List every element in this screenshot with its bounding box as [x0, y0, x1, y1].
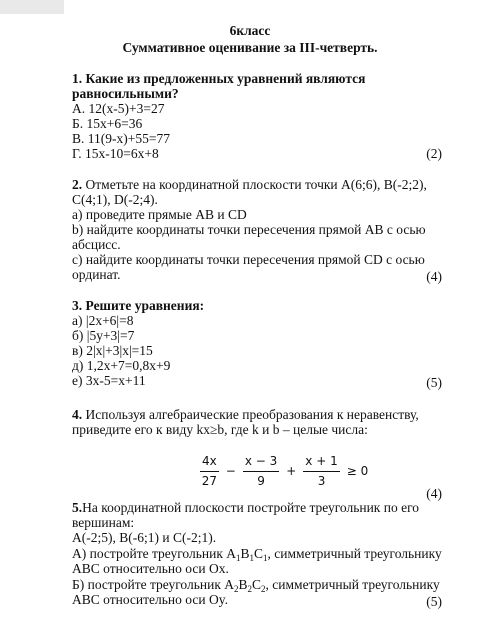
q5-line-1: [72, 500, 419, 516]
grade-heading: 6класс: [229, 23, 271, 38]
q5-l6-sub-1: 2: [234, 584, 239, 594]
q5-l4-sub-3: 1: [263, 553, 268, 563]
fraction-2-denominator: 9: [257, 473, 265, 488]
q4-number: 4.: [72, 407, 83, 422]
q2-line-3: а) проведите прямые AB и CD: [72, 207, 247, 222]
fraction-2-numerator: x − 3: [243, 454, 279, 472]
q5-text-1: На координатной плоскости постройте треугольник по его: [82, 500, 420, 515]
q5-l6-part-a: Б) постройте треугольник A: [72, 577, 234, 592]
q4-points: (4): [426, 486, 442, 501]
q4-inequality: [197, 451, 372, 491]
q5-l4-part-c: C: [254, 546, 264, 561]
q5-line-3: A(-2;5), B(-6;1) и C(-2;1).: [72, 530, 217, 545]
plus-sign: +: [286, 464, 297, 478]
q5-l6-part-d: , симметричный треугольнику: [265, 577, 440, 592]
q5-line-5: ABC относительно оси Ox.: [72, 561, 229, 576]
q1-title: 1. Какие из предложенных уравнений являются: [72, 71, 366, 86]
q2-text-1: Отметьте на координатной плоскости точки A(6;6), B(-2;2),: [85, 177, 427, 192]
q5-l4-sub-2: 1: [249, 553, 255, 563]
q5-line-7: ABC относительно оси Oy.: [72, 592, 228, 607]
page-title: Суммативное оценивание за III-четверть.: [122, 40, 378, 55]
q1-points: (2): [426, 146, 442, 161]
q2-line-7: ординат.: [72, 267, 121, 282]
q2-line-5: абсцисс.: [72, 237, 121, 252]
q5-line-2: вершинам:: [72, 515, 135, 530]
q1-title-cont: равносильными?: [72, 86, 179, 101]
q5-l4-part-b: B: [240, 546, 250, 561]
q2-points: (4): [426, 269, 442, 284]
q5-l4-sub-1: 1: [236, 553, 241, 563]
fraction-1-denominator: 27: [201, 473, 218, 488]
q2-line-6: c) найдите координаты точки пересечения прямой CD с осью: [72, 252, 425, 267]
q3-title: 3. Решите уравнения:: [72, 298, 205, 313]
q5-points: (5): [426, 594, 442, 609]
q2-line-2: C(4;1), D(-2;4).: [72, 192, 158, 207]
q3-eq-b: б) |5y+3|=7: [72, 328, 135, 343]
q2-number: 2.: [72, 177, 83, 192]
q4-line-1: [72, 407, 419, 423]
greater-equal-zero: ≥ 0: [346, 464, 369, 478]
fraction-1: [200, 454, 219, 489]
q4-text-1: Используя алгебраические преобразования к неравенству,: [85, 407, 419, 422]
fraction-1-numerator: 4x: [200, 454, 219, 472]
fraction-2: [243, 454, 279, 489]
fraction-3: [303, 454, 339, 489]
q3-eq-e: е) 3x-5=x+11: [72, 373, 146, 388]
q3-eq-c: в) 2|x|+3|x|=15: [72, 343, 153, 358]
q2-line-4: b) найдите координаты точки пересечения прямой AB с осью: [72, 222, 426, 237]
q3-points: (5): [426, 375, 442, 390]
q5-l4-part-d: , симметричный треугольнику: [267, 546, 442, 561]
q5-l6-part-c: C: [252, 577, 262, 592]
q1-option-b: Б. 15x+6=36: [72, 116, 143, 131]
fraction-3-numerator: x + 1: [303, 454, 339, 472]
q3-eq-a: а) |2x+6|=8: [72, 313, 134, 328]
q1-option-a: А. 12(x-5)+3=27: [72, 101, 165, 116]
q4-line-2: приведите его к виду kx≥b, где k и b – целые числа:: [72, 422, 368, 437]
q3-eq-d: д) 1,2x+7=0,8x+9: [72, 358, 171, 373]
fraction-3-denominator: 3: [317, 473, 326, 488]
q1-option-c: В. 11(9-x)+55=77: [72, 131, 170, 146]
q5-l6-sub-2: 2: [247, 584, 253, 594]
q5-l4-part-a: А) постройте треугольник A: [72, 546, 236, 561]
q5-l6-sub-3: 2: [261, 584, 266, 594]
q1-option-d: Г. 15x-10=6x+8: [72, 146, 159, 161]
q2-line-1: [72, 177, 427, 193]
q5-number: 5.: [72, 500, 83, 515]
minus-sign: −: [225, 464, 236, 478]
q5-l6-part-b: B: [238, 577, 248, 592]
